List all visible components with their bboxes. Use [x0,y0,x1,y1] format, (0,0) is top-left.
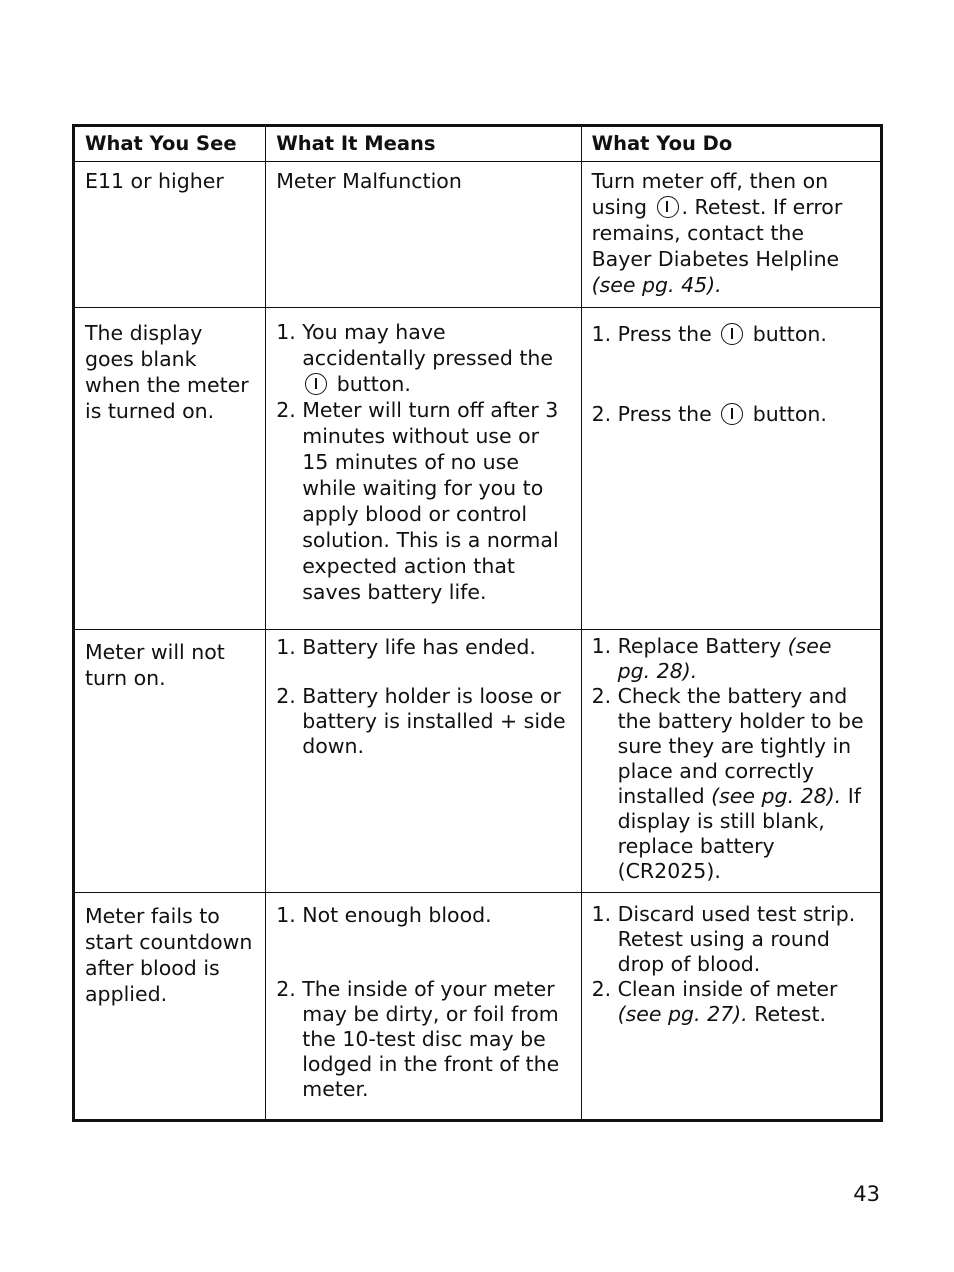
list-item: 2. Check the battery and the battery holder to be sure they are tightly in place and correctly installed (see pg. 28). If display is still blank, replace battery (CR2025). [591,684,864,883]
list-item: 2. Clean inside of meter (see pg. 27). Retest. [591,977,838,1026]
symptom-text: Meter will not turn on. [85,640,225,690]
page-reference: (see pg. 28). [711,784,842,808]
meaning-text: Meter Malfunction [276,169,462,193]
cell-what-it-means [266,162,581,308]
list-item: 1. Press the button. [591,322,827,346]
header-what-you-do: What You Do [581,126,881,162]
table-row [74,893,882,1121]
action-list [592,902,870,1027]
list-item: 2. Meter will turn off after 3 minutes without use or 15 minutes of no use while waiting for you to apply blood or control solution. This is a normal expected action that saves battery life. [276,398,559,604]
list-item: 1. Not enough blood. [276,903,492,927]
header-what-you-see: What You See [74,126,266,162]
spacer [276,928,570,977]
cell-what-it-means [266,630,581,893]
power-button-icon [305,373,327,395]
page-number: 43 [853,1182,880,1206]
symptom-text: E11 or higher [85,169,224,193]
power-button-icon [657,196,679,218]
action-list [592,634,870,884]
list-item: 1. Replace Battery (see pg. 28). [591,634,832,683]
list-item: 1. You may have accidentally pressed the button. [276,320,554,396]
cell-what-you-see [74,630,266,893]
cell-what-you-do [581,162,881,308]
cell-what-it-means [266,893,581,1121]
page-reference: (see pg. 27). [617,1002,748,1026]
spacer [592,347,870,401]
list-item: 2. Battery holder is loose or battery is installed + side down. [276,684,566,758]
troubleshooting-table [72,124,883,1122]
cell-what-you-do [581,893,881,1121]
page-reference: (see pg. 28). [617,634,832,683]
power-button-icon [721,403,743,425]
table-row [74,162,882,308]
meaning-list [276,319,570,605]
table-row [74,630,882,893]
spacer [276,660,570,684]
cell-what-you-do [581,308,881,630]
symptom-text: Meter fails to start countdown after blood is applied. [85,904,253,1006]
table-row [74,308,882,630]
list-item: 2. The inside of your meter may be dirty, or foil from the 10-test disc may be lodged in the front of the meter. [276,977,560,1101]
action-list [592,321,870,427]
action-text: Turn meter off, then on using [591,169,829,219]
list-item: 1. Discard used test strip. Retest using a round drop of blood. [591,902,856,976]
cell-what-you-see [74,162,266,308]
meaning-list [276,634,570,759]
header-row [74,126,882,162]
symptom-text: The display goes blank when the meter is turned on. [85,321,249,423]
meaning-list [276,902,570,1102]
power-button-icon [721,323,743,345]
cell-what-you-do [581,630,881,893]
cell-what-you-see [74,308,266,630]
action-text: . Retest. If error remains, contact the Bayer Diabetes Helpline [591,195,843,271]
cell-what-you-see [74,893,266,1121]
header-what-it-means: What It Means [266,126,581,162]
cell-what-it-means [266,308,581,630]
page-reference: (see pg. 45). [591,273,722,297]
list-item: 1. Battery life has ended. [276,635,536,659]
list-item: 2. Press the button. [591,402,827,426]
